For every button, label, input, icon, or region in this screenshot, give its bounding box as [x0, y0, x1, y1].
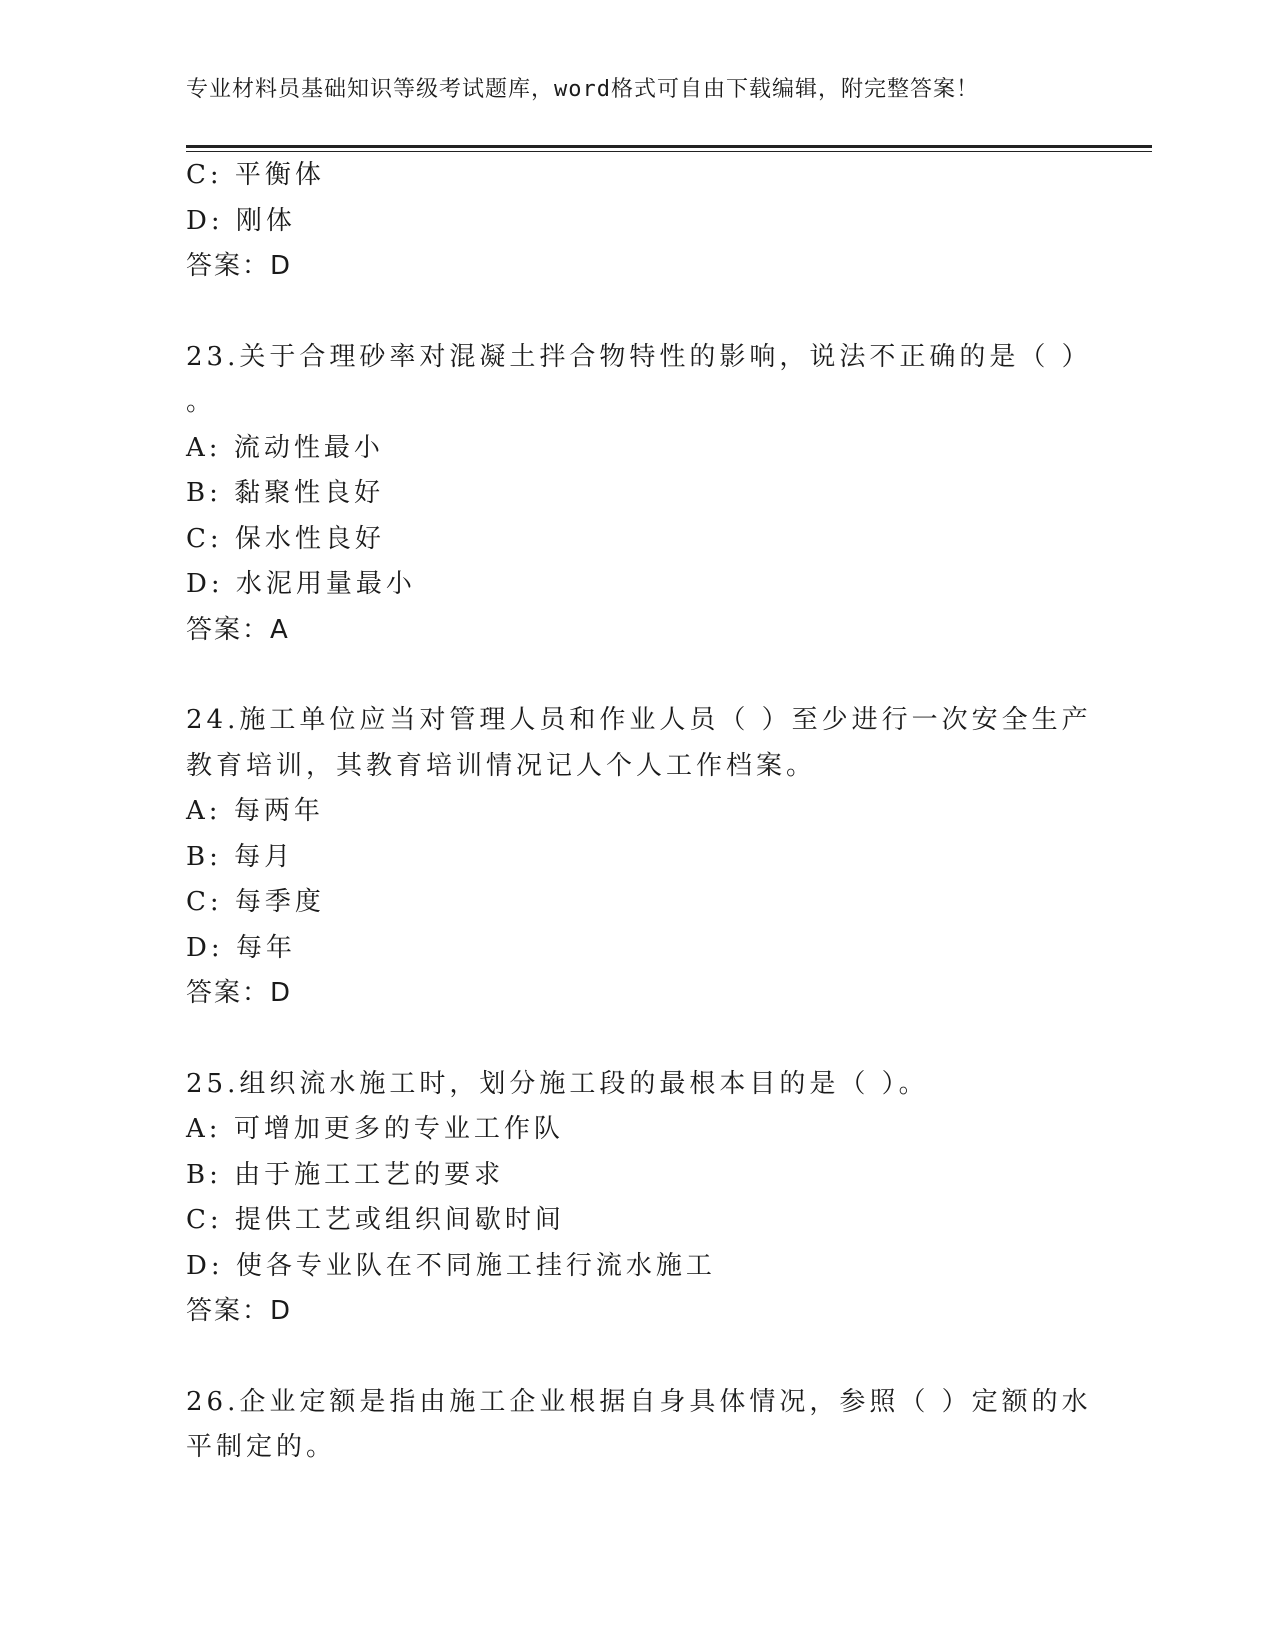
question-24 [186, 698, 1092, 1017]
option-b [186, 471, 1066, 517]
question-stem-line: 25.组织流水施工时，划分施工段的最根本目的是（ ）。 [186, 1068, 929, 1099]
option-text: 平衡体 [234, 160, 325, 190]
option-letter: D: [186, 932, 224, 963]
question-22-tail [186, 153, 1066, 290]
option-letter: C: [186, 1205, 223, 1235]
answer-value: D [270, 1296, 293, 1326]
option-c [186, 880, 1066, 926]
option-a [186, 789, 1066, 835]
document-body [186, 153, 1092, 1471]
option-d [186, 1244, 1066, 1290]
option-d [186, 199, 1066, 245]
answer-line [186, 608, 1066, 654]
answer-label: 答案： [186, 1296, 271, 1326]
question-gap [186, 1335, 1066, 1380]
option-text: 使各专业队在不同施工挂行流水施工 [235, 1250, 716, 1281]
option-b [186, 1153, 1066, 1199]
option-text: 提供工艺或组织间歇时间 [234, 1205, 565, 1235]
option-letter: D: [186, 569, 224, 599]
option-b [186, 835, 1066, 881]
option-c [186, 1198, 1066, 1244]
option-text: 刚体 [235, 205, 296, 236]
option-c [186, 517, 1066, 563]
option-letter: B: [186, 1159, 222, 1190]
option-text: 黏聚性良好 [234, 478, 385, 508]
option-letter: D: [186, 1250, 224, 1281]
option-d [186, 926, 1066, 972]
question-25 [186, 1062, 1066, 1335]
question-stem-line: 。 [186, 387, 217, 417]
question-stem-line: 26.企业定额是指由施工企业根据自身具体情况，参照（ ）定额的水 [186, 1386, 1092, 1417]
option-text: 每两年 [233, 796, 324, 826]
option-letter: D: [186, 205, 224, 236]
answer-value: A [270, 614, 290, 645]
header-divider [186, 145, 1152, 152]
answer-line [186, 971, 1066, 1017]
answer-line [186, 1289, 1066, 1335]
page-header: 专业材料员基础知识等级考试题库，word格式可自由下载编辑，附完整答案！ [186, 77, 979, 102]
option-text: 每月 [234, 841, 295, 872]
option-letter: C: [186, 887, 223, 917]
question-gap [186, 653, 1066, 698]
option-a [186, 1107, 1066, 1153]
option-text: 每季度 [234, 887, 325, 917]
option-text: 由于施工工艺的要求 [234, 1159, 505, 1190]
answer-value: D [270, 978, 293, 1008]
answer-label: 答案： [186, 614, 271, 645]
question-stem-line: 23.关于合理砂率对混凝土拌合物特性的影响，说法不正确的是（ ） [186, 341, 1092, 372]
answer-value: D [270, 251, 293, 281]
question-26 [186, 1380, 1092, 1471]
option-text: 保水性良好 [234, 523, 385, 554]
option-letter: A: [186, 1114, 222, 1144]
option-text: 流动性最小 [233, 432, 384, 463]
option-text: 水泥用量最小 [235, 569, 416, 599]
answer-label: 答案： [186, 251, 271, 281]
question-stem-line: 教育培训，其教育培训情况记人个人工作档案。 [186, 750, 817, 781]
question-stem-line: 24.施工单位应当对管理人员和作业人员（ ）至少进行一次安全生产 [186, 705, 1092, 735]
answer-label: 答案： [186, 978, 271, 1008]
option-letter: A: [186, 432, 222, 463]
option-letter: C: [186, 160, 223, 190]
option-letter: B: [186, 841, 222, 872]
option-letter: A: [186, 796, 222, 826]
option-c [186, 153, 1066, 199]
option-a [186, 426, 1066, 472]
answer-line [186, 244, 1066, 290]
question-gap [186, 290, 1066, 335]
option-text: 每年 [235, 932, 296, 963]
option-letter: C: [186, 523, 223, 554]
option-d [186, 562, 1066, 608]
question-stem-line: 平制定的。 [186, 1432, 337, 1462]
option-text: 可增加更多的专业工作队 [233, 1114, 564, 1144]
question-23 [186, 335, 1092, 654]
question-gap [186, 1017, 1066, 1062]
option-letter: B: [186, 478, 222, 508]
